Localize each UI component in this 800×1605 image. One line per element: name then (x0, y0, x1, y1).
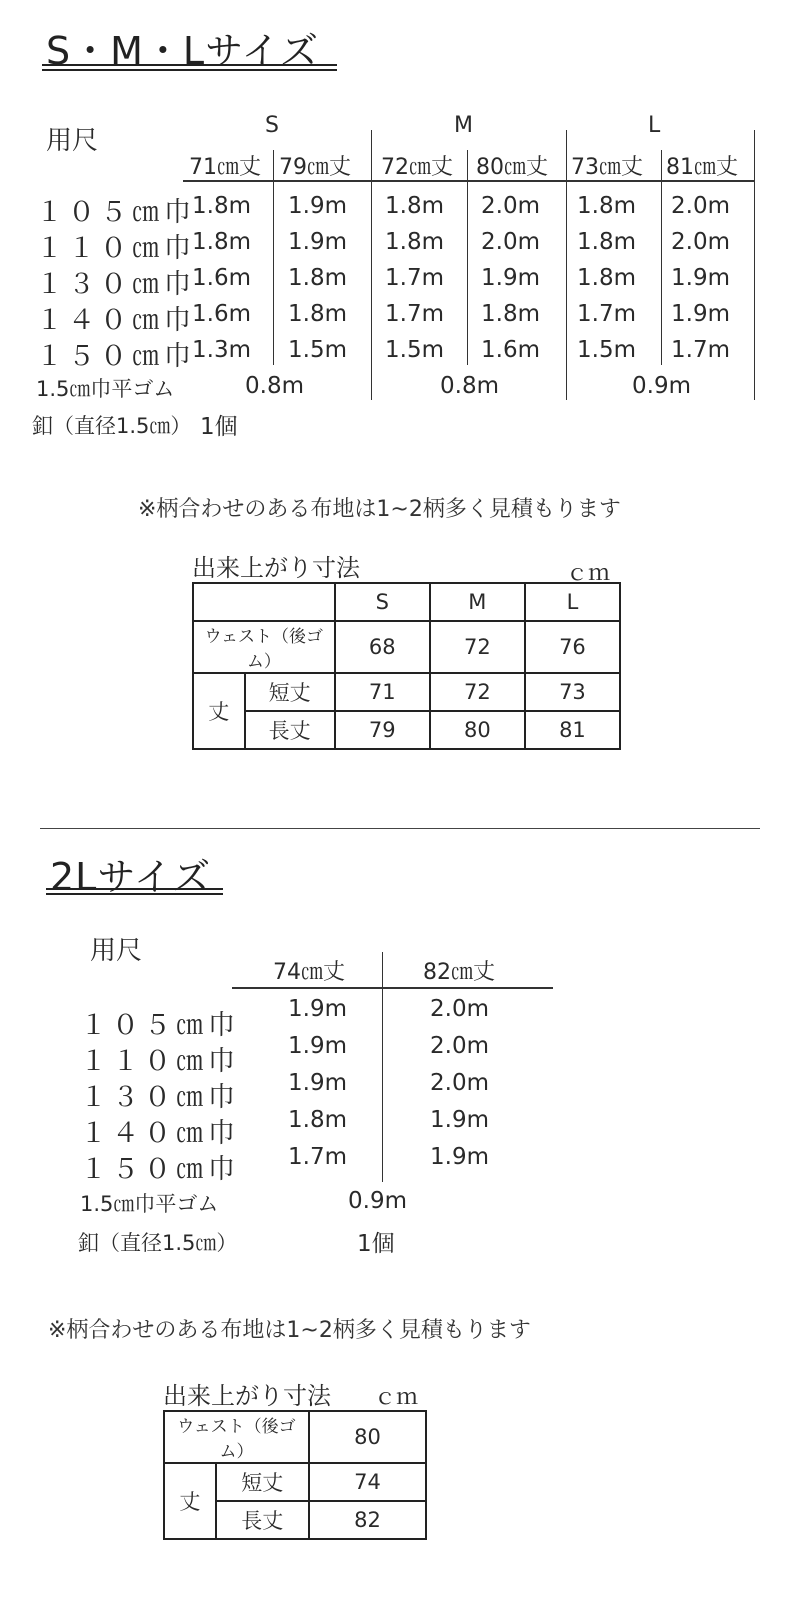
elastic-value-s: 0.8m (245, 373, 304, 399)
unit-label: ｃｍ (566, 561, 611, 586)
yardage-cell: 1.8m (577, 229, 636, 255)
yardage-cell: 2.0m (481, 193, 540, 219)
length-header: 82㎝丈 (423, 960, 495, 985)
elastic-label: 1.5㎝巾平ゴム (36, 377, 175, 401)
length-header: 73㎝丈 (571, 155, 643, 180)
yardage-cell: 1.9m (671, 265, 730, 291)
yardage-cell: 1.9m (288, 996, 347, 1022)
section1-yardage-label: 用尺 (46, 126, 99, 156)
yardage-cell: 1.5m (288, 337, 347, 363)
yardage-cell: 2.0m (671, 193, 730, 219)
fabric-width-label: １３０㎝巾 (80, 1082, 240, 1113)
short-length-value: 73 (525, 673, 620, 711)
fabric-width-label: １１０㎝巾 (80, 1046, 240, 1077)
fabric-width-label: １３０㎝巾 (36, 269, 196, 300)
fabric-width-label: １５０㎝巾 (36, 341, 196, 372)
yardage-cell: 1.5m (385, 337, 444, 363)
pattern-matching-note: ※柄合わせのある布地は1~2柄多く見積もります (138, 497, 621, 522)
length-divider (273, 150, 274, 365)
size-header-l: L (648, 113, 661, 138)
length-header: 71㎝丈 (189, 155, 261, 180)
yardage-cell: 1.9m (288, 1033, 347, 1059)
yardage-cell: 1.9m (430, 1144, 489, 1170)
button-value: 1個 (200, 414, 238, 440)
long-length-value: 82 (309, 1501, 426, 1539)
header-divider (232, 987, 553, 989)
length-divider (661, 150, 662, 365)
waist-value: 80 (309, 1411, 426, 1463)
waist-value: 76 (525, 621, 620, 673)
blank-header (193, 583, 335, 621)
yardage-cell: 1.7m (288, 1144, 347, 1170)
size-header-s: S (265, 113, 279, 138)
elastic-label: 1.5㎝巾平ゴム (80, 1192, 219, 1216)
long-length-value: 81 (525, 711, 620, 749)
fabric-width-label: １０５㎝巾 (80, 1010, 240, 1041)
length-divider (382, 952, 383, 1182)
long-length-value: 80 (430, 711, 525, 749)
yardage-cell: 1.6m (481, 337, 540, 363)
yardage-cell: 1.8m (192, 229, 251, 255)
yardage-cell: 1.8m (577, 193, 636, 219)
section2-title: 2Lサイズ (50, 855, 212, 899)
fabric-width-label: １４０㎝巾 (80, 1118, 240, 1149)
size-header-m: M (454, 113, 473, 138)
yardage-cell: 1.9m (288, 1070, 347, 1096)
yardage-cell: 1.8m (385, 229, 444, 255)
fabric-width-label: １４０㎝巾 (36, 305, 196, 336)
yardage-cell: 1.8m (288, 301, 347, 327)
yardage-cell: 1.7m (385, 265, 444, 291)
size-divider (566, 130, 567, 400)
yardage-cell: 1.8m (288, 1107, 347, 1133)
yardage-cell: 1.8m (192, 193, 251, 219)
elastic-value-l: 0.9m (632, 373, 691, 399)
waist-value: 68 (335, 621, 430, 673)
finished-table-2l (163, 1410, 427, 1540)
button-value: 1個 (357, 1231, 395, 1257)
section2-title-underline (46, 888, 223, 895)
fabric-width-label: １５０㎝巾 (80, 1154, 240, 1185)
size-divider (754, 130, 755, 400)
yardage-cell: 1.9m (481, 265, 540, 291)
section1-title: S・M・Lサイズ (46, 29, 320, 73)
yardage-cell: 1.9m (671, 301, 730, 327)
elastic-value-m: 0.8m (440, 373, 499, 399)
finished-title: 出来上がり寸法 (163, 1382, 331, 1410)
yardage-cell: 1.7m (385, 301, 444, 327)
fabric-width-label: １１０㎝巾 (36, 233, 196, 264)
fabric-width-label: １０５㎝巾 (36, 197, 196, 228)
yardage-cell: 1.8m (577, 265, 636, 291)
short-length-label: 短丈 (245, 673, 335, 711)
finished-title: 出来上がり寸法 (192, 554, 360, 582)
unit-label: ｃｍ (374, 1385, 419, 1410)
yardage-cell: 1.3m (192, 337, 251, 363)
finished-table (192, 582, 621, 750)
yardage-cell: 1.6m (192, 301, 251, 327)
yardage-cell: 1.7m (671, 337, 730, 363)
yardage-cell: 1.6m (192, 265, 251, 291)
yardage-cell: 2.0m (430, 1033, 489, 1059)
length-header: 72㎝丈 (381, 155, 453, 180)
waist-label: ウェスト（後ゴム） (193, 621, 335, 673)
elastic-value: 0.9m (348, 1188, 407, 1214)
yardage-cell: 2.0m (481, 229, 540, 255)
short-length-label: 短丈 (216, 1463, 309, 1501)
short-length-value: 74 (309, 1463, 426, 1501)
yardage-cell: 1.5m (577, 337, 636, 363)
yardage-cell: 1.8m (385, 193, 444, 219)
yardage-cell: 2.0m (430, 996, 489, 1022)
long-length-label: 長丈 (216, 1501, 309, 1539)
size-header: L (525, 583, 620, 621)
button-label: 釦（直径1.5㎝） (78, 1231, 238, 1255)
yardage-cell: 1.9m (288, 193, 347, 219)
length-divider (467, 150, 468, 365)
yardage-cell: 2.0m (671, 229, 730, 255)
length-header: 79㎝丈 (279, 155, 351, 180)
long-length-value: 79 (335, 711, 430, 749)
length-header: 74㎝丈 (273, 960, 345, 985)
length-label: 丈 (164, 1463, 216, 1539)
yardage-cell: 1.9m (430, 1107, 489, 1133)
yardage-cell: 1.8m (481, 301, 540, 327)
waist-label: ウェスト（後ゴム） (164, 1411, 309, 1463)
header-divider (183, 180, 755, 182)
length-header: 81㎝丈 (666, 155, 738, 180)
waist-value: 72 (430, 621, 525, 673)
size-divider (371, 130, 372, 400)
length-label: 丈 (193, 673, 245, 749)
size-header: M (430, 583, 525, 621)
yardage-cell: 1.9m (288, 229, 347, 255)
short-length-value: 71 (335, 673, 430, 711)
yardage-cell: 2.0m (430, 1070, 489, 1096)
short-length-value: 72 (430, 673, 525, 711)
yardage-cell: 1.8m (288, 265, 347, 291)
section-divider (40, 828, 760, 829)
size-header: S (335, 583, 430, 621)
yardage-cell: 1.7m (577, 301, 636, 327)
length-header: 80㎝丈 (476, 155, 548, 180)
pattern-matching-note: ※柄合わせのある布地は1~2柄多く見積もります (48, 1318, 531, 1343)
button-label: 釦（直径1.5㎝） (32, 414, 192, 438)
long-length-label: 長丈 (245, 711, 335, 749)
section2-yardage-label: 用尺 (90, 936, 143, 966)
section1-title-underline (42, 64, 337, 71)
